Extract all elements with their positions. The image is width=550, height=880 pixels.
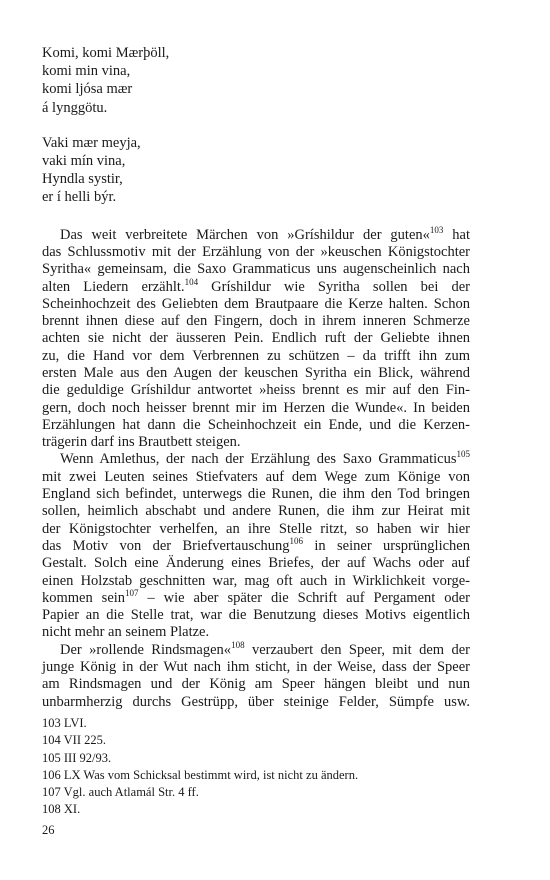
text-line bbox=[42, 659, 470, 676]
text-line bbox=[42, 676, 470, 693]
line-text: kommen sein bbox=[42, 589, 126, 606]
line-text: zu, die Hand vor dem Verbrennen zu schützen – da trifft ihn zum bbox=[42, 347, 470, 364]
line-text-after-ref: in seiner ursprünglichen bbox=[303, 537, 470, 554]
line-text-after-ref: – wie aber später die Schrift auf Pergament oder bbox=[138, 589, 470, 606]
line-text: am Rindsmagen und der König am Speer hängen bleibt und nun bbox=[42, 676, 470, 693]
text-line bbox=[42, 607, 470, 624]
line-text: England sich befindet, unterwegs die Runen, die ihm den Tod bringen bbox=[42, 486, 470, 503]
footnote: 103 LVI. bbox=[42, 715, 87, 730]
footnote-ref: 103 bbox=[429, 224, 444, 235]
line-text: einen Holzstab geschnitten war, mag oft auch in Wirklichkeit vorge- bbox=[42, 572, 470, 589]
verse-section bbox=[42, 44, 470, 207]
footnote-ref: 107 bbox=[125, 587, 139, 598]
line-text: mit zwei Leuten seines Stiefvaters auf dem Wege zum Könige von bbox=[42, 468, 470, 485]
text-line bbox=[42, 639, 470, 659]
text-line bbox=[42, 244, 470, 261]
text-line bbox=[42, 313, 470, 330]
verse-line: Komi, komi Mærþöll, bbox=[42, 45, 170, 61]
text-line bbox=[42, 503, 470, 520]
line-text: die geduldige Gríshildur antwortet »heiss brennt es mir auf den Fin- bbox=[42, 382, 470, 399]
verse-line: vaki mín vina, bbox=[42, 153, 126, 170]
text-line bbox=[42, 469, 470, 486]
line-text: Scheinhochzeit des Geliebten dem Brautpaare die Kerze halten. Schon bbox=[42, 295, 470, 312]
paragraph bbox=[42, 639, 470, 711]
page-number: 26 bbox=[42, 823, 55, 837]
text-line bbox=[42, 434, 470, 451]
text-line bbox=[42, 296, 470, 313]
line-text: Der »rollende Rindsmagen« bbox=[60, 641, 232, 658]
text-line bbox=[42, 224, 470, 244]
line-text-after-ref: hat bbox=[443, 226, 470, 243]
line-text-after-ref: verzaubert den Speer, mit dem der bbox=[244, 641, 470, 658]
line-text: gern, doch noch heisser brennt mir im Herzen die Wunde«. In beiden bbox=[42, 399, 470, 416]
paragraph bbox=[42, 224, 471, 452]
line-text: das Motiv von der Briefvertauschung bbox=[42, 537, 290, 554]
text-line bbox=[42, 276, 471, 296]
footnote-ref: 108 bbox=[231, 639, 245, 650]
verse-line: komi ljósa mær bbox=[42, 81, 133, 98]
line-text: Das weit verbreitete Märchen von »Gríshildur der guten« bbox=[60, 226, 430, 243]
text-line bbox=[42, 400, 470, 417]
text-line bbox=[42, 417, 470, 434]
verse-stanza bbox=[42, 44, 470, 117]
verse-line: komi min vina, bbox=[42, 63, 131, 80]
page-text-block bbox=[42, 44, 470, 819]
footnote-ref: 105 bbox=[456, 449, 470, 460]
text-line bbox=[42, 382, 470, 399]
verse-line: á lynggötu. bbox=[42, 99, 108, 116]
footnote: 106 LX Was vom Schicksal bestimmt wird, ist nicht zu ändern. bbox=[42, 767, 359, 782]
line-text: Syritha« gemeinsam, die Saxo Grammaticus uns augenscheinlich nach bbox=[42, 261, 470, 278]
line-text: brennt ihnen diese auf den Fingern, doch in ihrem inneren Schmerze bbox=[42, 313, 470, 330]
text-line bbox=[42, 365, 470, 382]
footnote: 104 VII 225. bbox=[42, 733, 107, 748]
line-text: sollen, heimlich abschabt und andere Runen, die ihm zur Heirat mit bbox=[42, 503, 470, 520]
verse-stanza bbox=[42, 134, 470, 207]
prose-section bbox=[42, 224, 471, 711]
line-text: alten Liedern erzählt. bbox=[42, 278, 185, 295]
text-line bbox=[42, 486, 470, 503]
paragraph bbox=[42, 451, 470, 641]
line-text: Gestalt. Solch eine Änderung eines Briefes, der auf Wachs oder auf bbox=[42, 555, 470, 572]
line-text-after-ref: Gríshildur wie Syritha sollen bei der bbox=[198, 278, 471, 295]
line-text: unbarmherzig durchs Gestrüpp, über steinige Felder, Sümpfe usw. bbox=[42, 693, 470, 710]
line-text: ersten Male aus den Augen der keuschen Syritha ein Blick, während bbox=[42, 365, 470, 381]
line-text: Erzählungen hat dann die Scheinhochzeit ein Ende, und die Kerzen- bbox=[42, 416, 470, 433]
line-text: der Königstochter verhelfen, an ihre Stelle ritzt, so haben wir hier bbox=[42, 520, 470, 537]
text-line bbox=[42, 587, 470, 607]
verse-line: er í helli býr. bbox=[42, 189, 117, 206]
text-line bbox=[42, 348, 470, 365]
text-line bbox=[42, 694, 470, 711]
text-line bbox=[42, 555, 470, 572]
verse-line: Vaki mær meyja, bbox=[42, 134, 141, 151]
line-text: achten sie nicht der äusseren Pein. Endlich ruft der Geliebte ihnen bbox=[42, 330, 470, 347]
text-line bbox=[42, 330, 470, 347]
footnote: 105 III 92/93. bbox=[42, 750, 112, 765]
text-line bbox=[42, 451, 470, 468]
footnote-ref: 104 bbox=[184, 276, 199, 287]
text-line bbox=[42, 624, 470, 641]
footnote: 107 Vgl. auch Atlamál Str. 4 ff. bbox=[42, 785, 199, 800]
text-line bbox=[42, 535, 470, 555]
line-text: Wenn Amlethus, der nach der Erzählung des Saxo Grammaticus bbox=[60, 451, 457, 468]
footnotes bbox=[42, 715, 470, 819]
text-line bbox=[42, 573, 470, 590]
line-text: trägerin darf ins Brautbett steigen. bbox=[42, 434, 241, 451]
text-line bbox=[42, 521, 470, 538]
footnote-ref: 106 bbox=[289, 535, 304, 546]
text-line bbox=[42, 261, 470, 278]
line-text: das Schlussmotiv mit der Erzählung von der »keuschen Königstochter bbox=[42, 243, 470, 260]
verse-line: Hyndla systir, bbox=[42, 171, 123, 188]
line-text: nicht mehr an seinem Platze. bbox=[42, 624, 210, 641]
line-text: junge König in der Wut nach ihm sticht, in der Weise, dass der Speer bbox=[42, 659, 470, 676]
line-text: Papier an die Stelle trat, war die Benutzung dieses Motivs eigentlich bbox=[42, 607, 470, 624]
footnote: 108 XI. bbox=[42, 802, 81, 817]
